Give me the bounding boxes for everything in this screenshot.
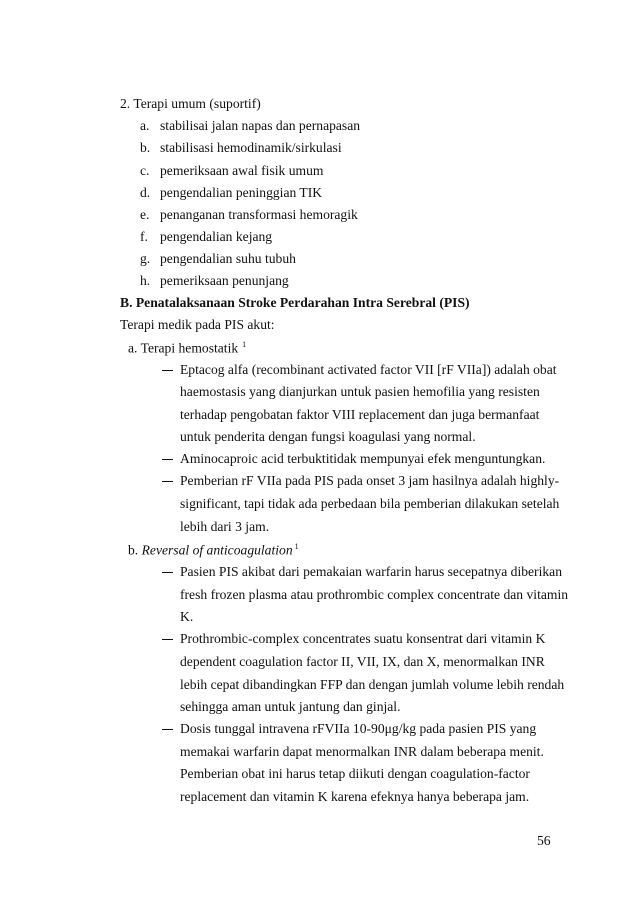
- subheading-letter: b.: [128, 542, 139, 558]
- bullet-line: Pasien PIS akibat dari pemakaian warfarin harus secepatnya diberikan: [180, 564, 562, 579]
- list-item-letter: d.: [140, 185, 151, 200]
- bullet-line: Eptacog alfa (recombinant activated factor VII [rF VIIa]) adalah obat: [180, 362, 557, 377]
- subheading-label: Reversal of anticoagulation: [141, 542, 293, 558]
- list-item: pengendalian peninggian TIK: [160, 185, 323, 200]
- bullet-line: lebih dari 3 jam.: [180, 519, 270, 534]
- list-item: stabilisai jalan napas dan pernapasan: [160, 118, 361, 133]
- page-number: 56: [537, 833, 551, 848]
- dash-bullet-icon: [162, 729, 173, 730]
- list-item-letter: h.: [140, 273, 151, 288]
- section-b-intro: Terapi medik pada PIS akut:: [120, 317, 275, 332]
- bullet-line: lebih cepat dibandingkan FFP dan dengan jumlah volume lebih rendah: [180, 677, 565, 692]
- dash-bullet-icon: [162, 572, 173, 573]
- section-2-heading: 2. Terapi umum (suportif): [120, 96, 261, 111]
- list-item: pengendalian kejang: [160, 229, 273, 244]
- bullet-line: Pemberian obat ini harus tetap diikuti dengan coagulation-factor: [180, 766, 530, 781]
- bullet-line: K.: [180, 609, 194, 624]
- list-item: pengendalian suhu tubuh: [160, 251, 296, 266]
- bullet-line: untuk penderita dengan fungsi koagulasi yang normal.: [180, 429, 476, 444]
- reference-marker: 1: [294, 542, 299, 551]
- list-item-letter: g.: [140, 251, 151, 266]
- bullet-line: haemostasis yang dianjurkan untuk pasien hemofilia yang resisten: [180, 384, 540, 399]
- subheading-reversal-anticoagulation: [128, 543, 299, 557]
- list-item: penanganan transformasi hemoragik: [160, 207, 358, 222]
- list-item: pemeriksaan penunjang: [160, 273, 289, 288]
- subheading-hemostatic-therapy: [128, 341, 246, 355]
- dash-bullet-icon: [162, 481, 173, 482]
- bullet-line: Dosis tunggal intravena rFVIIa 10-90μg/kg pada pasien PIS yang: [180, 721, 537, 736]
- bullet-line: sehingga aman untuk jantung dan ginjal.: [180, 699, 401, 714]
- dash-bullet-icon: [162, 639, 173, 640]
- bullet-line: dependent coagulation factor II, VII, IX, dan X, menormalkan INR: [180, 654, 545, 669]
- bullet-line: Aminocaproic acid terbuktitidak mempunyai efek menguntungkan.: [180, 451, 546, 466]
- dash-bullet-icon: [162, 459, 173, 460]
- list-item: stabilisasi hemodinamik/sirkulasi: [160, 140, 342, 155]
- bullet-line: Prothrombic-complex concentrates suatu konsentrat dari vitamin K: [180, 631, 546, 646]
- bullet-line: memakai warfarin dapat menormalkan INR dalam beberapa menit.: [180, 744, 544, 759]
- subheading-label: a. Terapi hemostatik: [128, 340, 239, 356]
- bullet-line: fresh frozen plasma atau prothrombic complex concentrate dan vitamin: [180, 587, 569, 602]
- reference-marker: 1: [242, 340, 247, 349]
- bullet-line: significant, tapi tidak ada perbedaan bila pemberian dilakukan setelah: [180, 496, 560, 511]
- list-item-letter: a.: [140, 118, 150, 133]
- bullet-line: terhadap pengobatan faktor VIII replacement dan juga bermanfaat: [180, 407, 540, 422]
- list-item-letter: f.: [140, 229, 148, 244]
- list-item-letter: e.: [140, 207, 150, 222]
- section-b-heading: B. Penatalaksanaan Stroke Perdarahan Intra Serebral (PIS): [120, 295, 470, 310]
- bullet-line: replacement dan vitamin K karena efeknya hanya beberapa jam.: [180, 789, 530, 804]
- bullet-line: Pemberian rF VIIa pada PIS pada onset 3 jam hasilnya adalah highly-: [180, 473, 560, 488]
- dash-bullet-icon: [162, 370, 173, 371]
- list-item: pemeriksaan awal fisik umum: [160, 163, 324, 178]
- list-item-letter: c.: [140, 163, 150, 178]
- list-item-letter: b.: [140, 140, 151, 155]
